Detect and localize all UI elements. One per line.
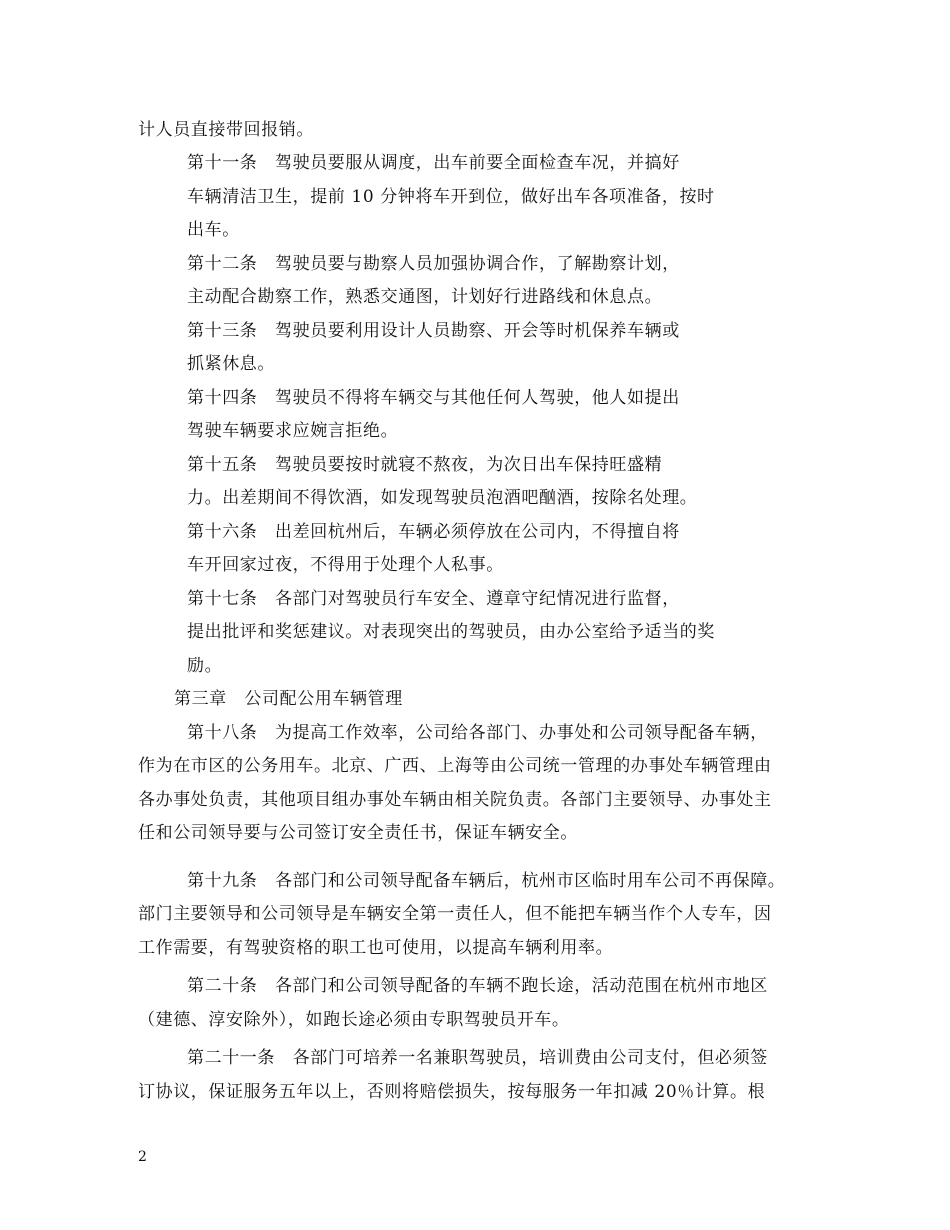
text-line: 力。出差期间不得饮酒，如发现驾驶员泡酒吧酗酒，按除名处理。 bbox=[187, 488, 698, 508]
text-line: 励。 bbox=[187, 656, 223, 676]
text-line: 抓紧休息。 bbox=[187, 354, 275, 374]
text-line: 驾驶车辆要求应婉言拒绝。 bbox=[187, 421, 399, 441]
chapter-heading: 第三章 公司配公用车辆管理 bbox=[174, 689, 403, 709]
text-line: 各办事处负责，其他项目组办事处车辆由相关院负责。各部门主要领导、办事处主 bbox=[138, 790, 772, 810]
text-line: 出车。 bbox=[187, 220, 240, 240]
text-line: 第十七条 各部门对驾驶员行车安全、遵章守纪情况进行监督， bbox=[187, 589, 680, 609]
text-line: 第十九条 各部门和公司领导配备车辆后，杭州市区临时用车公司不再保障。 bbox=[187, 871, 786, 891]
text-line: 第十一条 驾驶员要服从调度，出车前要全面检查车况，并搞好 bbox=[187, 153, 680, 173]
text-line: 主动配合勘察工作，熟悉交通图，计划好行进路线和休息点。 bbox=[187, 287, 663, 307]
text-line: 第二十条 各部门和公司领导配备的车辆不跑长途，活动范围在杭州市地区 bbox=[187, 976, 768, 996]
page-number: 2 bbox=[138, 1149, 147, 1165]
text-line: 计人员直接带回报销。 bbox=[138, 120, 314, 140]
text-line: 第十五条 驾驶员要按时就寝不熬夜，为次日出车保持旺盛精 bbox=[187, 455, 663, 475]
text-line: 第十三条 驾驶员要利用设计人员勘察、开会等时机保养车辆或 bbox=[187, 321, 680, 341]
text-line: 第十六条 出差回杭州后，车辆必须停放在公司内，不得擅自将 bbox=[187, 522, 680, 542]
text-line: 车辆清洁卫生，提前 10 分钟将车开到位，做好出车各项准备，按时 bbox=[187, 187, 715, 207]
text-line: （建德、淳安除外），如跑长途必须由专职驾驶员开车。 bbox=[138, 1010, 570, 1030]
text-line: 第十四条 驾驶员不得将车辆交与其他任何人驾驶，他人如提出 bbox=[187, 388, 680, 408]
text-line: 订协议，保证服务五年以上，否则将赔偿损失，按每服务一年扣减 20％计算。根 bbox=[138, 1082, 766, 1102]
text-line: 任和公司领导要与公司签订安全责任书，保证车辆安全。 bbox=[138, 823, 578, 843]
text-line: 提出批评和奖惩建议。对表现突出的驾驶员，由办公室给予适当的奖 bbox=[187, 622, 715, 642]
text-line: 第二十一条 各部门可培养一名兼职驾驶员，培训费由公司支付，但必须签 bbox=[187, 1048, 768, 1068]
text-line: 第十二条 驾驶员要与勘察人员加强协调合作，了解勘察计划， bbox=[187, 254, 680, 274]
text-line: 部门主要领导和公司领导是车辆安全第一责任人，但不能把车辆当作个人专车，因 bbox=[138, 904, 772, 924]
text-line: 作为在市区的公务用车。北京、广西、上海等由公司统一管理的办事处车辆管理由 bbox=[138, 756, 772, 776]
text-line: 工作需要，有驾驶资格的职工也可使用，以提高车辆利用率。 bbox=[138, 938, 614, 958]
text-line: 车开回家过夜，不得用于处理个人私事。 bbox=[187, 555, 504, 575]
text-line: 第十八条 为提高工作效率，公司给各部门、办事处和公司领导配备车辆， bbox=[187, 723, 768, 743]
